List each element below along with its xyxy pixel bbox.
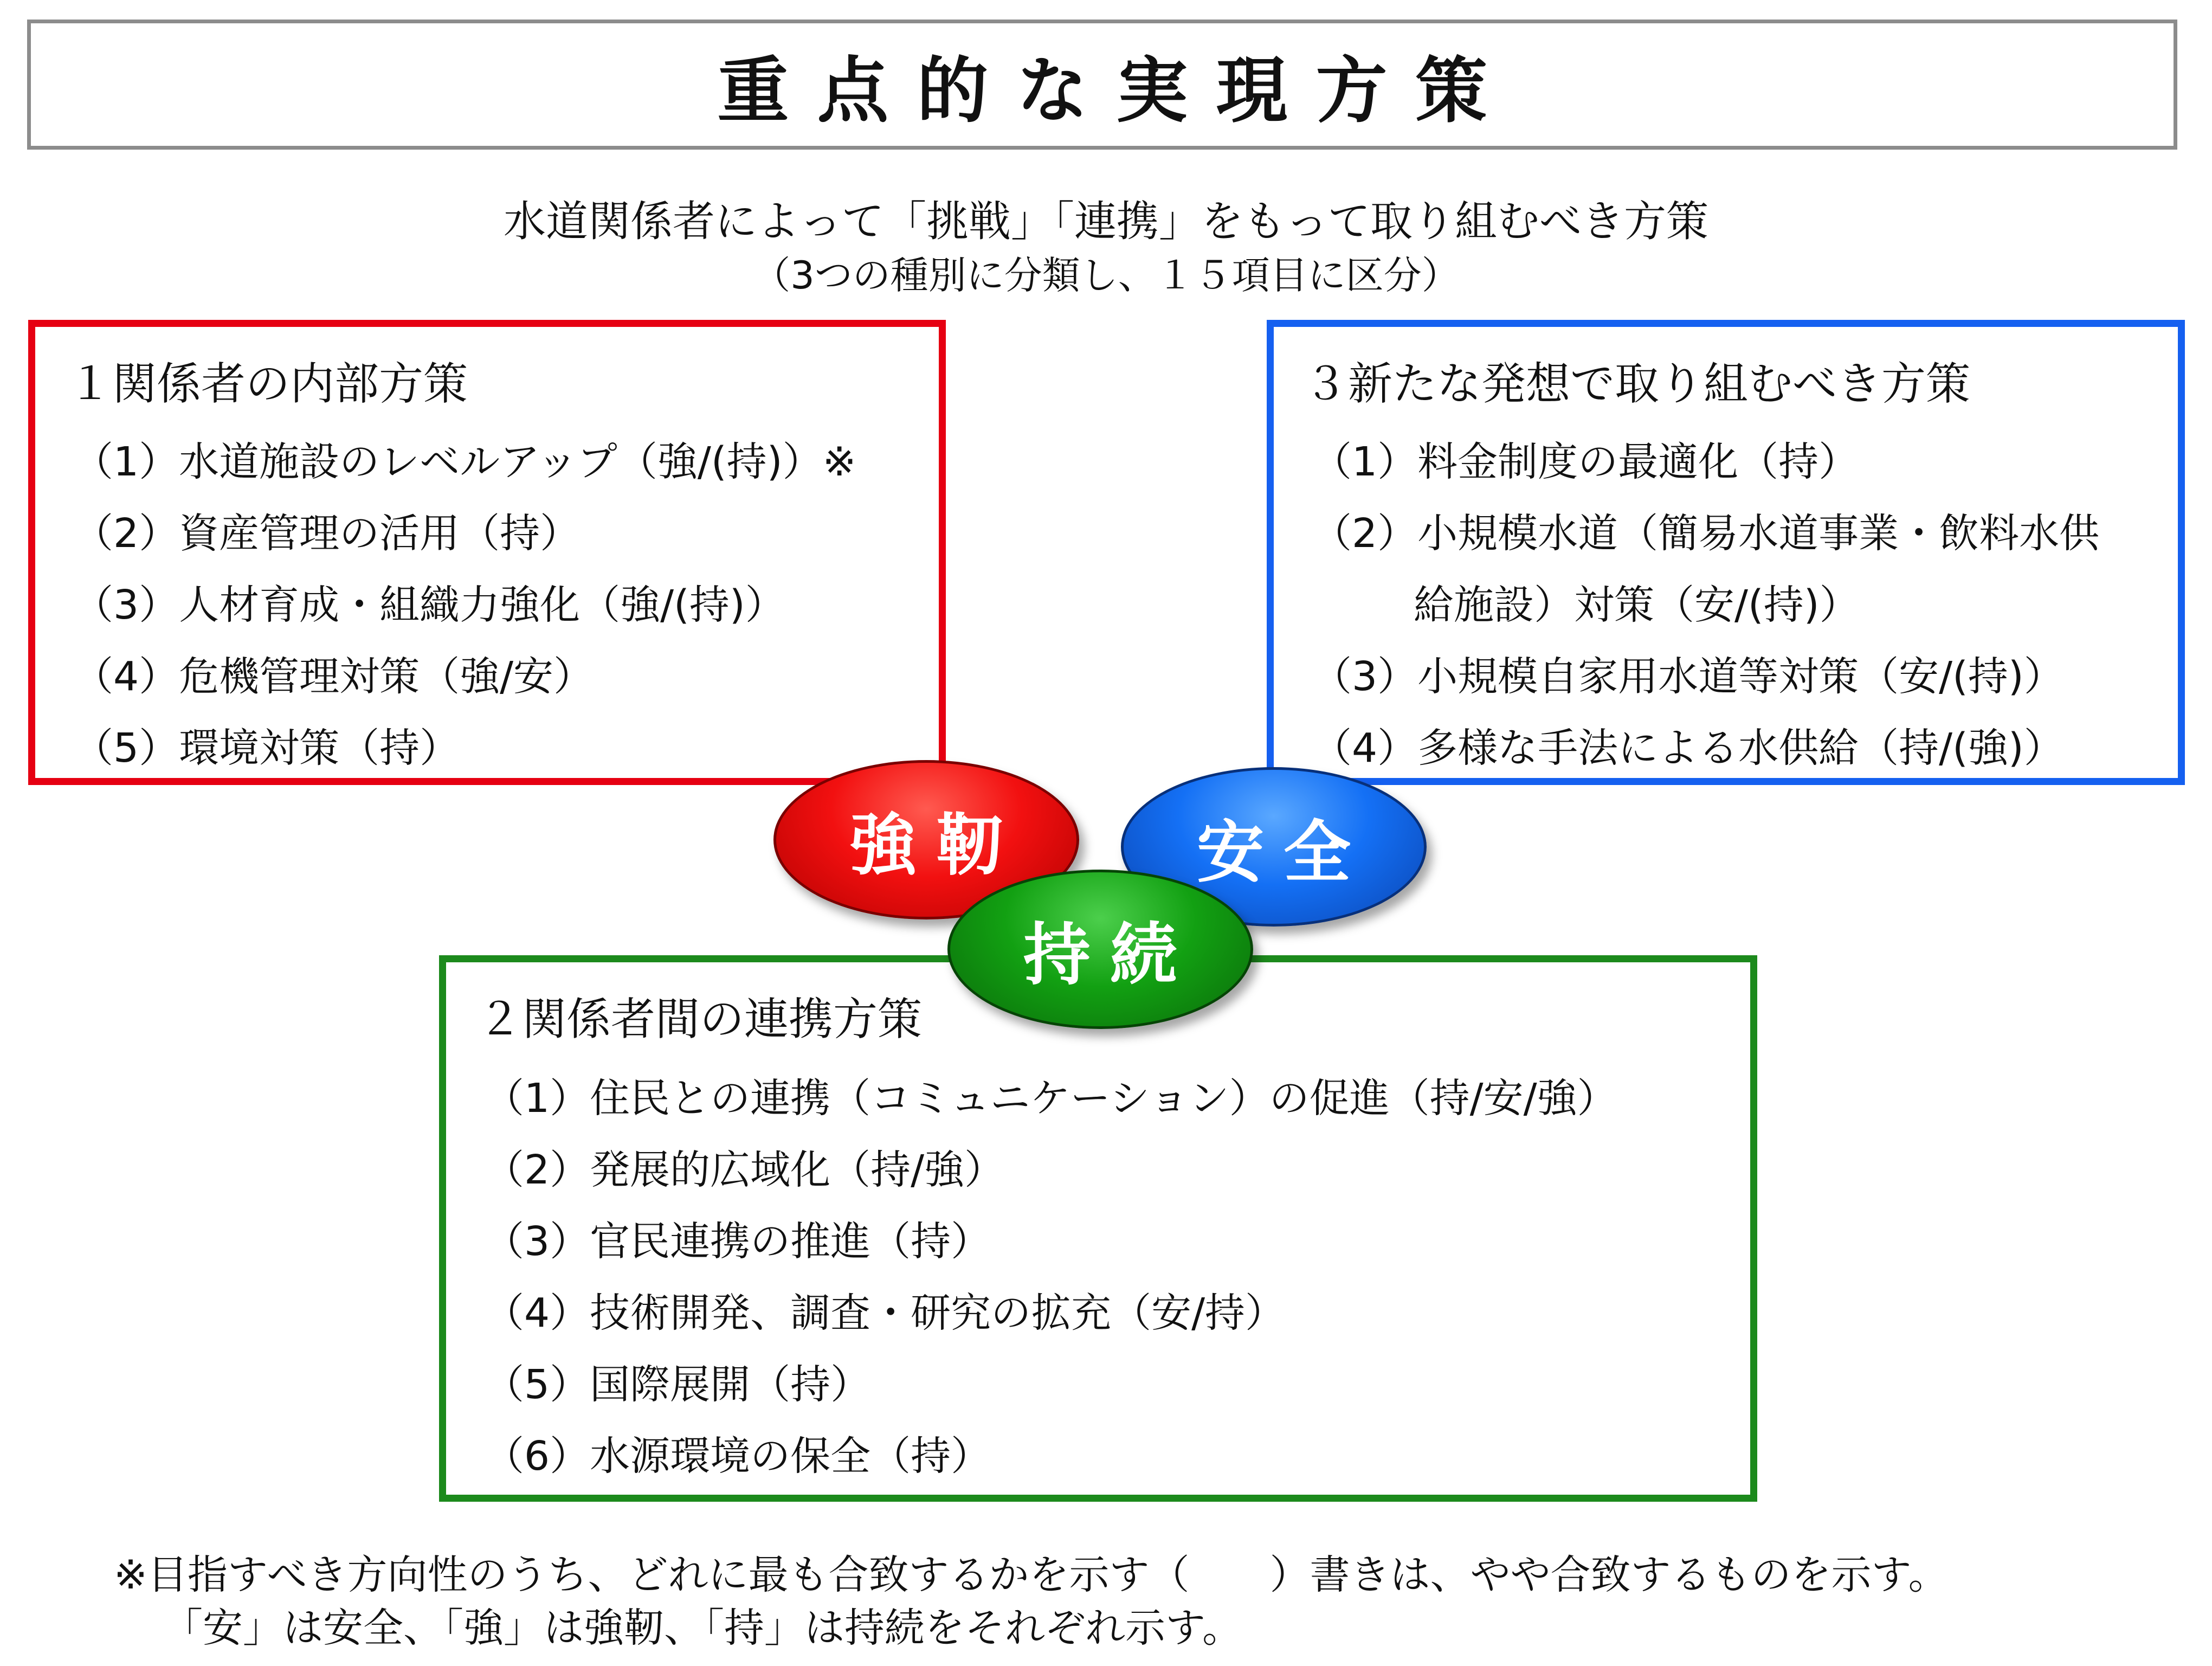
list-item-continuation: 給施設）対策（安/(持)） <box>1414 582 1860 628</box>
box-internal-title: １関係者の内部方策 <box>68 358 468 410</box>
oval-safety-label: 安全 <box>1196 814 1370 892</box>
list-item: （5）環境対策（持） <box>73 725 460 771</box>
box-new-approach-title: ３新たな発想で取り組むべき方策 <box>1304 358 1971 410</box>
box-collaboration-measures <box>439 955 1757 1502</box>
page-title: 重点的な実現方策 <box>717 49 1515 133</box>
oval-resilience-label: 強靭 <box>849 807 1023 885</box>
box-new-approach-measures <box>1267 320 2185 785</box>
list-item: （2）小規模水道（簡易水道事業・飲料水供 <box>1312 510 2100 557</box>
list-item: （1）住民との連携（コミュニケーション）の促進（持/安/強） <box>484 1075 1617 1122</box>
list-item: （3）人材育成・組織力強化（強/(持)） <box>73 582 785 628</box>
oval-sustainability-label: 持続 <box>1023 916 1197 994</box>
list-item: （2）発展的広域化（持/強） <box>484 1147 1005 1193</box>
list-item: （4）危機管理対策（強/安） <box>73 653 594 700</box>
list-item: （6）水源環境の保全（持） <box>484 1433 991 1480</box>
subtitle-line1: 水道関係者によって「挑戦」「連携」をもって取り組むべき方策 <box>503 197 1708 246</box>
list-item: （3）官民連携の推進（持） <box>484 1218 991 1265</box>
list-item: （1）水道施設のレベルアップ（強/(持)）※ <box>73 439 856 485</box>
list-item: （2）資産管理の活用（持） <box>73 510 581 557</box>
title-box <box>27 20 2177 150</box>
oval-sustainability <box>947 870 1253 1029</box>
box-collaboration-title: ２関係者間の連携方策 <box>478 994 923 1045</box>
list-item: （4）技術開発、調査・研究の拡充（安/持） <box>484 1290 1286 1336</box>
list-item: （3）小規模自家用水道等対策（安/(持)） <box>1312 653 2064 700</box>
box-internal-measures <box>28 320 946 785</box>
list-item: （5）国際展開（持） <box>484 1361 871 1408</box>
list-item: （1）料金制度の最適化（持） <box>1312 439 1859 485</box>
footnote-line1: ※目指すべき方向性のうち、どれに最も合致するかを示す（ ）書きは、やや合致するものを示す。 <box>114 1552 1949 1598</box>
footnote-line2: 「安」は安全、「強」は強靭、「持」は持続をそれぞれ示す。 <box>163 1605 1243 1651</box>
list-item: （4）多様な手法による水供給（持/(強)） <box>1312 725 2064 771</box>
subtitle-line2: （3つの種別に分類し、１５項目に区分） <box>752 253 1460 298</box>
